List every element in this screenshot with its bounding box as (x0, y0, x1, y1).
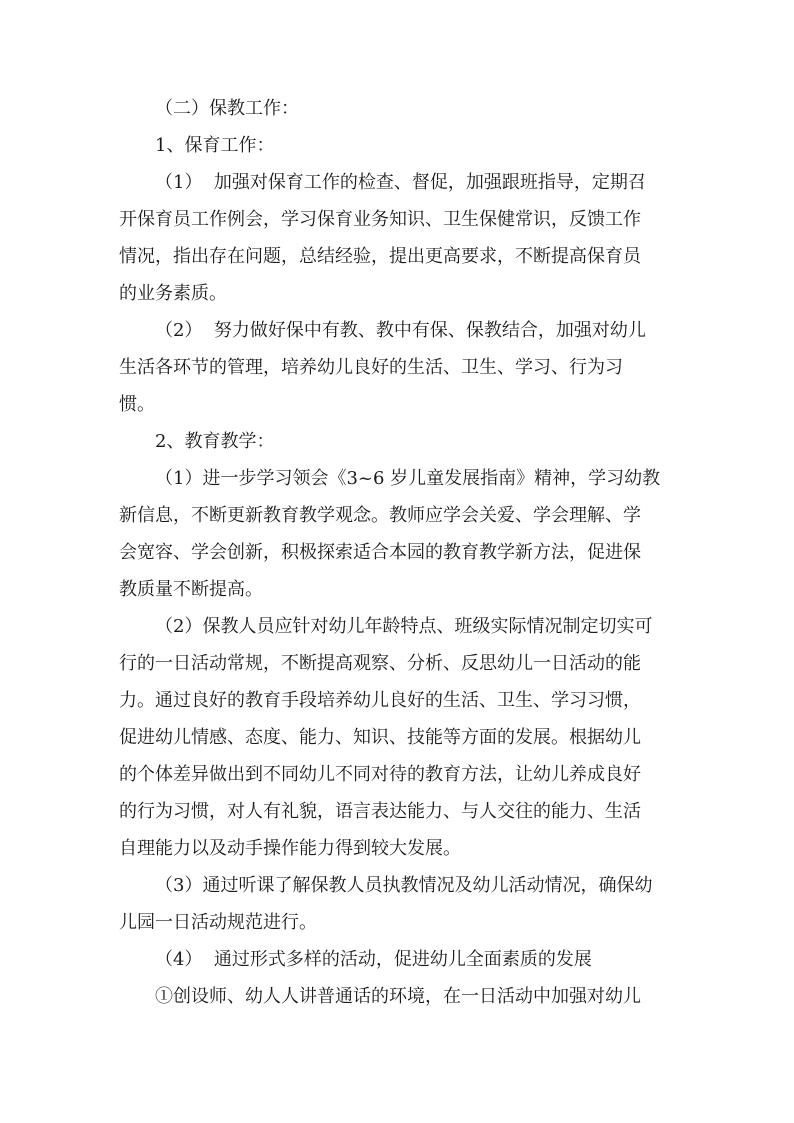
paragraph-line: 惯。 (119, 394, 155, 415)
paragraph-line: （2） 努力做好保中有教、教中有保、保教结合，加强对幼儿 (155, 320, 646, 341)
paragraph-line: （2）保教人员应针对幼儿年龄特点、班级实际情况制定切实可 (155, 616, 653, 637)
paragraph-line: 促进幼儿情感、态度、能力、知识、技能等方面的发展。根据幼儿 (119, 727, 641, 748)
document-body (119, 90, 681, 1015)
paragraph-line: 的个体差异做出到不同幼儿不同对待的教育方法，让幼儿养成良好 (119, 764, 641, 785)
paragraph-line: 情况，指出存在问题，总结经验，提出更高要求，不断提高保育员 (119, 246, 641, 267)
subheading-care-work: 1、保育工作： (155, 135, 275, 156)
paragraph-line: 新信息，不断更新教育教学观念。教师应学会关爱、学会理解、学 (119, 505, 641, 526)
paragraph-line: 自理能力以及动手操作能力得到较大发展。 (119, 838, 461, 859)
paragraph-line: 开保育员工作例会，学习保育业务知识、卫生保健常识，反馈工作 (119, 209, 641, 230)
paragraph-line: ①创设师、幼人人讲普通话的环境，在一日活动中加强对幼儿 (155, 986, 641, 1007)
subheading-education: 2、教育教学： (155, 431, 275, 452)
paragraph-line: 的行为习惯，对人有礼貌，语言表达能力、与人交往的能力、生活 (119, 801, 641, 822)
paragraph-line: 力。通过良好的教育手段培养幼儿良好的生活、卫生、学习习惯， (119, 690, 641, 711)
paragraph-line: （4） 通过形式多样的活动，促进幼儿全面素质的发展 (155, 949, 592, 970)
paragraph-line: 行的一日活动常规，不断提高观察、分析、反思幼儿一日活动的能 (119, 653, 641, 674)
paragraph-line: （1）进一步学习领会《3~6 岁儿童发展指南》精神，学习幼教 (155, 468, 661, 489)
paragraph-line: 生活各环节的管理，培养幼儿良好的生活、卫生、学习、行为习 (119, 357, 623, 378)
paragraph-line: 会宽容、学会创新，积极探索适合本园的教育教学新方法，促进保 (119, 542, 641, 563)
paragraph-line: （1） 加强对保育工作的检查、督促，加强跟班指导，定期召 (155, 172, 646, 193)
paragraph-line: 教质量不断提高。 (119, 579, 263, 600)
paragraph-line: 儿园一日活动规范进行。 (119, 912, 317, 933)
section-heading: （二）保教工作： (155, 98, 299, 119)
paragraph-line: 的业务素质。 (119, 283, 227, 304)
paragraph-line: （3）通过听课了解保教人员执教情况及幼儿活动情况，确保幼 (155, 875, 653, 896)
